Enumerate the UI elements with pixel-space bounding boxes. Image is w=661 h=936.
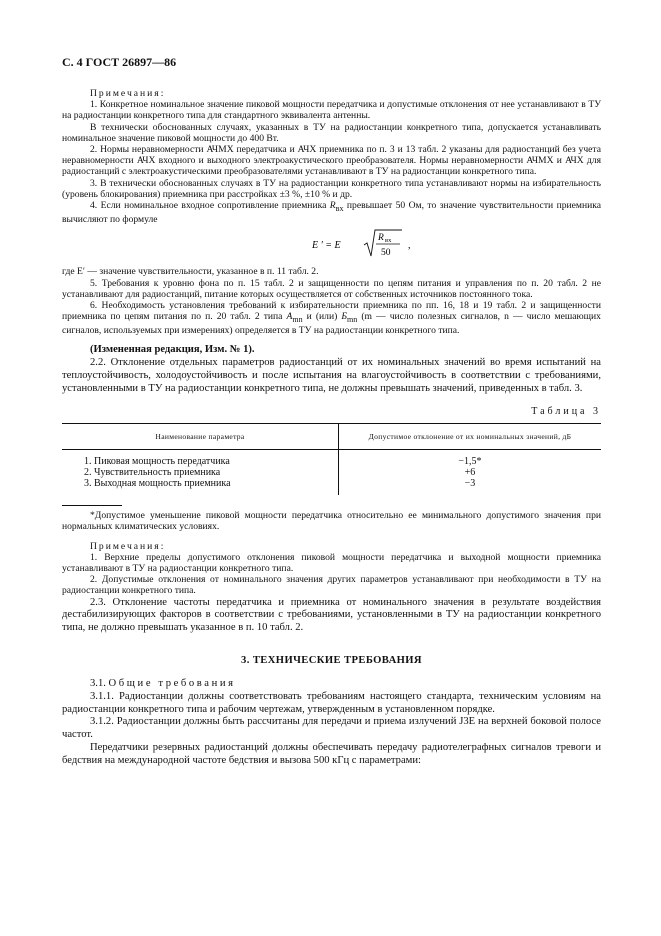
table-cell-value: −3 — [464, 477, 476, 489]
formula-lhs: E ′ = E — [311, 240, 341, 252]
body-section-3 — [62, 678, 601, 768]
note-6-symbol-a: A — [286, 311, 293, 323]
notes-title: Примечания: — [90, 88, 166, 99]
body-2-3 — [62, 597, 601, 635]
note-4-subscript: вх — [335, 203, 344, 213]
table-cell-name: 2. Чувствительность приемника — [62, 467, 339, 478]
table-3 — [62, 423, 601, 495]
table-cell-name: 3. Выходная мощность приемника — [62, 478, 339, 495]
note-4-symbol: R — [329, 200, 336, 212]
table-header-deviation: Допустимое отклонение от их номинальных значений, дБ — [339, 423, 602, 449]
note-4-text-b: превышает 50 Ом, то значение чувствительности приемника вычисляют по формуле — [62, 200, 602, 226]
note-3: 3. В технически обоснованных случаях в ТУ на радиостанции конкретного типа устанавливают нормы на избирательность (уровень блокирования) приемника при расстройках ±3 %, ±10 % и др. — [62, 177, 601, 200]
note-1: 1. Верхние пределы допустимого отклонения пиковой мощности передатчика и выходной мощности приемника устанавливают в ТУ на радиостанции конкретного типа. — [62, 551, 601, 575]
table-caption: Таблица 3 — [531, 405, 601, 417]
paragraph-3-1-1: 3.1.1. Радиостанции должны соответствовать требованиям настоящего стандарта, техническим условиям на радиостанции конкретного типа и рабочим чертежам, утвержденным в установленном порядке. — [62, 690, 601, 715]
paragraph-transmitters: Передатчики резервных радиостанций должны обеспечивать передачу радиотелеграфных сигналов тревоги и бедствия на международной частоте бедствия и вызова 500 кГц с параметрами: — [62, 742, 601, 766]
body-2-2 — [62, 344, 601, 395]
notes-block-2 — [62, 541, 601, 597]
note-1b: В технически обоснованных случаях, указанных в ТУ на радиостанции конкретного типа, допускается устанавливать номинальное значение пиковой мощности до 400 Вт. — [62, 121, 601, 144]
note-6-text-a: 6. Необходимость установления требований к избирательности приемника по пп. 16, 18 и 19 табл. 2 и защищенности приемника по цепям питания по п. 20 табл. 2 типа — [62, 299, 601, 323]
formula-numerator: R — [377, 233, 384, 244]
note-4 — [62, 200, 601, 225]
subsection-title — [62, 678, 601, 691]
table-cell-value: +6 — [464, 466, 476, 478]
note-6-sub-a: mn — [292, 315, 303, 325]
note-5: 5. Требования к уровню фона по п. 15 табл. 2 и защищенности по цепям питания и управления по п. 20 табл. 2 не устанавливают для радиостанций, питание которых осуществляется от собственных источников постоянного тока. — [62, 277, 601, 300]
paragraph-2-2: 2.2. Отклонение отдельных параметров радиостанций от их номинальных значений во время испытаний на теплоустойчивость, холодоустойчивость и после испытания на влагоустойчивость в соответствии с требованиями, установленными в ТУ на радиостанции конкретного типа, не должны превышать значений, приведенных в табл. 3. — [62, 357, 601, 394]
table-cell-name: 1. Пиковая мощность передатчика — [62, 449, 339, 467]
footnote-divider — [62, 505, 122, 506]
formula-denominator: 50 — [380, 248, 390, 259]
subsection-name: Общие требования — [108, 678, 236, 690]
table-row — [62, 478, 601, 495]
note-6-text-b: (m — число полезных сигналов, n — число мешающих сигналов, используемых при измерениях) определяется в ТУ на радиостанции конкретного типа. — [62, 311, 601, 337]
table-row — [62, 467, 601, 478]
note-6-symbol-b: Б — [341, 311, 348, 323]
subsection-number: 3.1. — [90, 678, 109, 690]
table-cell-value: −1,5* — [458, 455, 482, 467]
edition-note: (Измененная редакция, Изм. № 1). — [90, 344, 255, 356]
paragraph-2-3: 2.3. Отклонение частоты передатчика и приемника от номинального значения в результате воздействия дестабилизирующих факторов в соответствии с требованиями, установленными в ТУ на радиостанции конкретного типа, не должно превышать указанное в п. 10 табл. 2. — [62, 596, 601, 634]
notes-title: Примечания: — [90, 540, 166, 552]
table-header-parameter: Наименование параметра — [62, 423, 339, 449]
note-2: 2. Допустимые отклонения от номинального значения других параметров устанавливают при необходимости в ТУ на радиостанции конкретного типа. — [62, 574, 601, 597]
note-1: 1. Конкретное номинальное значение пиковой мощности передатчика и допустимые отклонения от нее устанавливают в ТУ на радиостанции конкретного типа для стандартного эквивалента антенны. — [62, 99, 601, 122]
note-6-sub-b: mn — [347, 315, 358, 325]
formula-numerator-sub: вх — [384, 237, 391, 245]
paragraph-3-1-2: 3.1.2. Радиостанции должны быть рассчитаны для передачи и приема излучений J3E на верхней боковой полосе частот. — [62, 716, 601, 741]
note-6-text-mid: и (или) — [302, 311, 342, 323]
note-2: 2. Нормы неравномерности АЧМХ передатчика и АЧХ приемника по п. 3 и 13 табл. 2 указаны для радиостанций без учета неравномерности АЧХ входного и выходного электроакустического преобразователя. Нормы неравномерности АЧМХ и АЧХ для радиостанций с электроакустическими преобразователями устанавливают в ТУ на радиостанции конкретного типа. — [62, 144, 601, 178]
page-header: С. 4 ГОСТ 26897—86 — [62, 55, 177, 69]
table-row — [62, 449, 601, 467]
note-4-text-a: 4. Если номинальное входное сопротивление приемника — [90, 200, 330, 212]
sensitivity-formula — [142, 228, 601, 260]
section-title: 3. ТЕХНИЧЕСКИЕ ТРЕБОВАНИЯ — [241, 655, 422, 667]
formula-tail: , — [407, 240, 410, 252]
formula-where: где E′ — значение чувствительности, указанное в п. 11 табл. 2. — [62, 266, 319, 278]
table-footnote: *Допустимое уменьшение пиковой мощности передатчика относительно ее минимального допустимого значения при нормальных климатических условиях. — [62, 509, 601, 533]
note-6 — [62, 300, 601, 337]
notes-block-1 — [62, 88, 601, 336]
